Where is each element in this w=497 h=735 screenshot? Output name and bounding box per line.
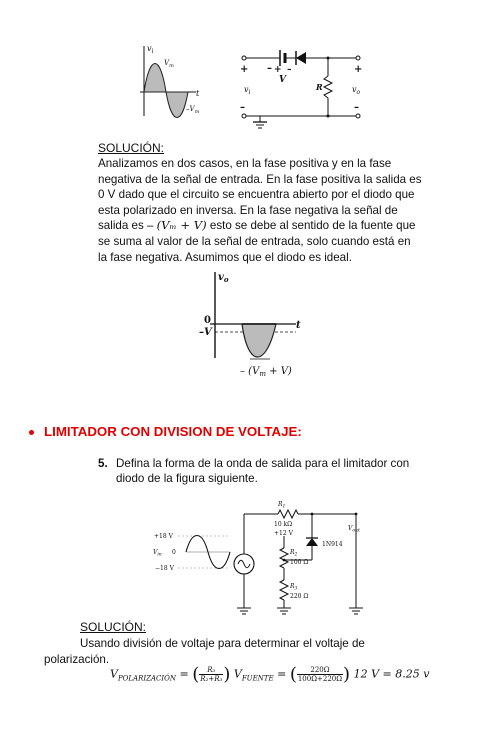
solution2-line2: polarización. xyxy=(44,653,110,666)
fig1-minus-right: – xyxy=(354,102,359,113)
solution1-line: salida es – (Vₘ + V) esto se debe al sentido de la fuente que xyxy=(98,218,416,233)
fig1-negative-lobe xyxy=(166,92,188,118)
fig2-negv-label: –V xyxy=(199,327,212,338)
fig1-minus-mid: – xyxy=(287,65,292,75)
fig3-r2-label: $R_2$ xyxy=(290,549,298,558)
section-title: LIMITADOR CON DIVISION DE VOLTAJE: xyxy=(44,424,302,439)
figure-input-circuit xyxy=(130,40,380,130)
fig1-vm-label: $V_m$ xyxy=(164,59,174,69)
fig1-t-label: t xyxy=(196,89,200,98)
figure-output-waveform xyxy=(196,268,306,380)
fig2-t-label: t xyxy=(296,320,301,331)
fraction-resistor-ratio: $\frac{\text{R₃}}{\text{R₂+R₃}}$ xyxy=(200,666,223,683)
diode-symbol xyxy=(296,52,306,64)
fig3-r1-value: 10 kΩ xyxy=(274,521,293,528)
fig2-bottom-label: – $(V_m + V)$ xyxy=(240,366,292,378)
fig1-vi-circuit: $v_i$ xyxy=(244,85,251,96)
fig1-r-label: R xyxy=(316,82,323,92)
fig1-vo-circuit: $v_o$ xyxy=(352,85,361,96)
fig3-plus18: +18 V xyxy=(154,533,173,540)
section-bullet xyxy=(29,430,34,435)
fig3-zero: 0 xyxy=(172,549,176,556)
fig1-neg-vm-label: $-V_m$ xyxy=(186,105,200,115)
solution1-heading: SOLUCIÓN: xyxy=(98,141,165,155)
solution1-line: 0 V dado que el circuito se encuentra abierto por el diodo que xyxy=(98,188,415,202)
question5-line: diodo de la figura siguiente. xyxy=(116,472,258,485)
fig2-vo-label: $v_o$ xyxy=(218,272,229,284)
fig3-r3-value: 220 Ω xyxy=(290,593,309,600)
fig3-r3-label: $R_3$ xyxy=(290,583,298,592)
fig3-r3 xyxy=(280,580,288,600)
fig1-positive-lobe xyxy=(144,64,166,93)
solution1-line: esta polarizado en inversa. En la fase negativa la señal de xyxy=(98,203,398,217)
fig1-v-label: V xyxy=(279,75,286,85)
fig1-plus-left: + xyxy=(240,64,249,75)
fig3-r1 xyxy=(278,510,298,518)
question5-line: Defina la forma de la onda de salida para el limitador con xyxy=(116,457,410,470)
fig1-plus-mid: + xyxy=(274,65,282,75)
question5-number: 5. xyxy=(98,457,108,470)
figure-divider-limiter xyxy=(150,496,380,618)
fig3-r2 xyxy=(280,548,288,568)
fig1-vi-label: $v_i$ xyxy=(147,44,154,55)
fig3-minus18: −18 V xyxy=(155,565,174,572)
solution1-line: Analizamos en dos casos, en la fase positiva y en la fase xyxy=(98,157,392,170)
solution1-inline-math: (Vₘ + V) xyxy=(156,218,207,233)
fig3-supply: +12 V xyxy=(274,530,293,537)
fig1-minus-bottom-left: – xyxy=(240,102,245,113)
question5-text xyxy=(116,456,434,486)
fig1-plus-right: + xyxy=(354,64,363,75)
solution2-line1: Usando división de voltaje para determinar el voltaje de xyxy=(80,637,365,650)
fig2-negative-lobe xyxy=(242,324,276,357)
bias-equation: $V_{POLARIZACIÓN}$ = ( $\frac{\text{R₃}}{\text{R₂+R₃}}$ ) $V_{FUENTE}$ = ( $\frac{220\Omega}{100\Omega+220\Omega}$ ) 12 V = 8.25 v xyxy=(110,664,430,685)
fig3-vin-label: $V_{in}$ xyxy=(153,549,162,558)
fig3-diode-label: 1N914 xyxy=(322,541,343,548)
fig2-zero-label: 0 xyxy=(204,315,211,326)
fig1-minus-left: – xyxy=(267,63,272,74)
solution1-line: negativa de la señal de entrada. En la fase positiva la salida es xyxy=(98,172,422,186)
fig3-r2-value: 100 Ω xyxy=(290,559,309,566)
solution2-heading: SOLUCIÓN: xyxy=(80,620,147,634)
fig3-diode xyxy=(306,538,318,546)
fig3-vout-label: $V_{out}$ xyxy=(348,525,360,534)
resistor-r xyxy=(324,76,332,98)
fig3-r1-label: $R_1$ xyxy=(278,501,286,510)
solution1-paragraph xyxy=(98,156,422,265)
solution1-line: se suma al valor de la señal de entrada, solo cuando está en xyxy=(98,234,411,248)
solution1-line: la fase negativa. Asumimos que el diodo es ideal. xyxy=(98,250,352,264)
fraction-numeric-ratio: $\frac{220\Omega}{100\Omega+220\Omega}$ xyxy=(297,666,343,683)
